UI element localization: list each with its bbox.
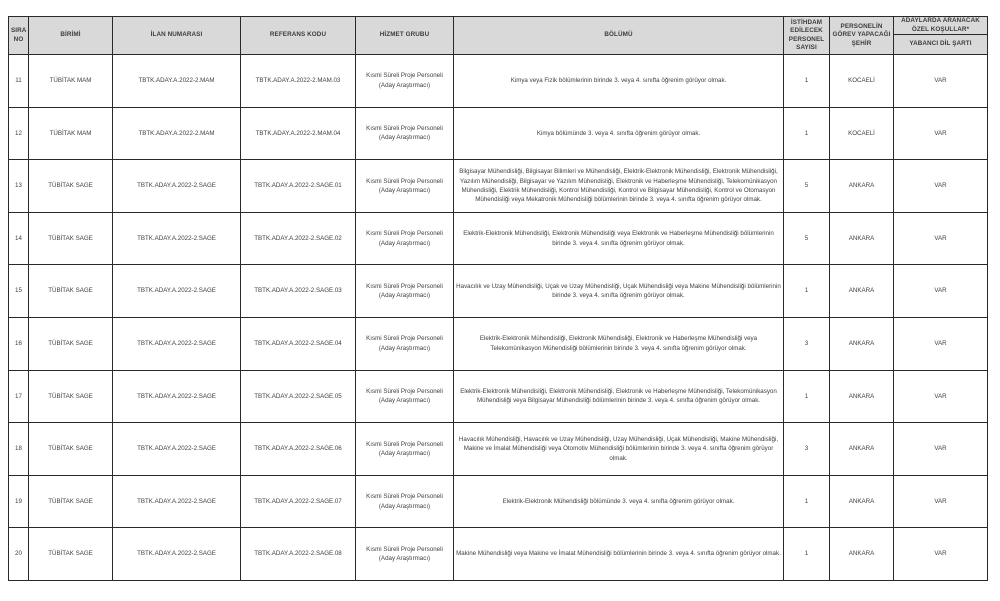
positions-table xyxy=(8,16,988,581)
cell-referans-kodu: TBTK.ADAY.A.2022-2.SAGE.05 xyxy=(241,370,356,423)
cell-birimi: TÜBİTAK SAGE xyxy=(29,370,113,423)
cell-sira-no: 18 xyxy=(9,423,29,476)
cell-referans-kodu: TBTK.ADAY.A.2022-2.SAGE.07 xyxy=(241,475,356,528)
table-row xyxy=(9,528,988,581)
cell-yabanci-dil: VAR xyxy=(894,265,988,318)
table-row xyxy=(9,423,988,476)
cell-bolumu: Elektrik-Elektronik Mühendisliği, Elektronik Mühendisliği, Elektronik ve Haberleşme Mühendisliği veya Telekomünikasyon Mühendisliği bölümlerinin birinde 3. veya 4. sınıfta öğrenim görüyor olmak. xyxy=(454,317,784,370)
header-ozel-kosullar: ADAYLARDA ARANACAK ÖZEL KOŞULLAR* xyxy=(894,17,988,35)
table-row xyxy=(9,370,988,423)
cell-hizmet-grubu: Kısmi Süreli Proje Personeli (Aday Araştırmacı) xyxy=(356,370,454,423)
cell-birimi: TÜBİTAK MAM xyxy=(29,107,113,160)
cell-sehir: ANKARA xyxy=(830,475,894,528)
cell-bolumu: Makine Mühendisliği veya Makine ve İmalat Mühendisliği bölümlerinin birinde 3. veya 4. sınıfta öğrenim görüyor olmak. xyxy=(454,528,784,581)
cell-hizmet-grubu: Kısmi Süreli Proje Personeli (Aday Araştırmacı) xyxy=(356,107,454,160)
cell-ilan-numarasi: TBTK.ADAY.A.2022-2.SAGE xyxy=(113,265,241,318)
cell-birimi: TÜBİTAK SAGE xyxy=(29,475,113,528)
cell-referans-kodu: TBTK.ADAY.A.2022-2.SAGE.08 xyxy=(241,528,356,581)
table-body xyxy=(9,55,988,581)
cell-hizmet-grubu: Kısmi Süreli Proje Personeli (Aday Araştırmacı) xyxy=(356,265,454,318)
cell-personel-sayisi: 1 xyxy=(784,528,830,581)
cell-bolumu: Elektrik-Elektronik Mühendisliği bölümünde 3. veya 4. sınıfta öğrenim görüyor olmak. xyxy=(454,475,784,528)
cell-personel-sayisi: 1 xyxy=(784,370,830,423)
cell-yabanci-dil: VAR xyxy=(894,475,988,528)
cell-birimi: TÜBİTAK SAGE xyxy=(29,528,113,581)
header-bolumu: BÖLÜMÜ xyxy=(454,17,784,55)
cell-yabanci-dil: VAR xyxy=(894,107,988,160)
cell-ilan-numarasi: TBTK.ADAY.A.2022-2.MAM xyxy=(113,55,241,108)
cell-sira-no: 15 xyxy=(9,265,29,318)
cell-referans-kodu: TBTK.ADAY.A.2022-2.SAGE.03 xyxy=(241,265,356,318)
cell-personel-sayisi: 3 xyxy=(784,423,830,476)
header-ilan-numarasi: İLAN NUMARASI xyxy=(113,17,241,55)
cell-hizmet-grubu: Kısmi Süreli Proje Personeli (Aday Araştırmacı) xyxy=(356,528,454,581)
cell-sehir: ANKARA xyxy=(830,212,894,265)
cell-sira-no: 16 xyxy=(9,317,29,370)
cell-sira-no: 14 xyxy=(9,212,29,265)
cell-sehir: ANKARA xyxy=(830,317,894,370)
cell-referans-kodu: TBTK.ADAY.A.2022-2.SAGE.02 xyxy=(241,212,356,265)
cell-sira-no: 12 xyxy=(9,107,29,160)
cell-referans-kodu: TBTK.ADAY.A.2022-2.MAM.03 xyxy=(241,55,356,108)
cell-hizmet-grubu: Kısmi Süreli Proje Personeli (Aday Araştırmacı) xyxy=(356,317,454,370)
cell-yabanci-dil: VAR xyxy=(894,370,988,423)
cell-bolumu: Havacılık ve Uzay Mühendisliği, Uçak ve Uzay Mühendisliği, Uçak Mühendisliği veya Makine Mühendisliği bölümlerinin birinde 3. veya 4. sınıfta öğrenim görüyor olmak. xyxy=(454,265,784,318)
table-row xyxy=(9,475,988,528)
cell-personel-sayisi: 1 xyxy=(784,265,830,318)
cell-birimi: TÜBİTAK SAGE xyxy=(29,212,113,265)
cell-bolumu: Elektrik-Elektronik Mühendisliği, Elektronik Mühendisliği, Elektronik ve Haberleşme Mühendisliği, Telekomünikasyon Mühendisliği veya Bilgisayar Mühendisliği bölümlerinin birinde 3. veya 4. sınıfta öğrenim görüyor olmak. xyxy=(454,370,784,423)
cell-ilan-numarasi: TBTK.ADAY.A.2022-2.MAM xyxy=(113,107,241,160)
cell-hizmet-grubu: Kısmi Süreli Proje Personeli (Aday Araştırmacı) xyxy=(356,55,454,108)
cell-ilan-numarasi: TBTK.ADAY.A.2022-2.SAGE xyxy=(113,370,241,423)
cell-referans-kodu: TBTK.ADAY.A.2022-2.SAGE.01 xyxy=(241,160,356,213)
header-sira-no: SIRA NO xyxy=(9,17,29,55)
cell-personel-sayisi: 1 xyxy=(784,55,830,108)
table-row xyxy=(9,265,988,318)
cell-birimi: TÜBİTAK SAGE xyxy=(29,317,113,370)
cell-sehir: KOCAELİ xyxy=(830,107,894,160)
cell-bolumu: Havacılık Mühendisliği, Havacılık ve Uzay Mühendisliği, Uzay Mühendisliği, Uçak Mühendisliği, Makine Mühendisliği, Makine ve İmalat Mühendisliği veya Otomotiv Mühendisliği bölümlerinin birinde 3. veya 4. sınıfta öğrenim görüyor olmak. xyxy=(454,423,784,476)
cell-yabanci-dil: VAR xyxy=(894,212,988,265)
cell-birimi: TÜBİTAK SAGE xyxy=(29,160,113,213)
cell-sira-no: 13 xyxy=(9,160,29,213)
cell-personel-sayisi: 1 xyxy=(784,475,830,528)
cell-referans-kodu: TBTK.ADAY.A.2022-2.SAGE.06 xyxy=(241,423,356,476)
cell-sira-no: 19 xyxy=(9,475,29,528)
cell-sehir: ANKARA xyxy=(830,160,894,213)
cell-hizmet-grubu: Kısmi Süreli Proje Personeli (Aday Araştırmacı) xyxy=(356,423,454,476)
cell-ilan-numarasi: TBTK.ADAY.A.2022-2.SAGE xyxy=(113,317,241,370)
header-sehir: PERSONELİN GÖREV YAPACAĞI ŞEHİR xyxy=(830,17,894,55)
cell-personel-sayisi: 5 xyxy=(784,212,830,265)
cell-referans-kodu: TBTK.ADAY.A.2022-2.MAM.04 xyxy=(241,107,356,160)
cell-personel-sayisi: 1 xyxy=(784,107,830,160)
cell-ilan-numarasi: TBTK.ADAY.A.2022-2.SAGE xyxy=(113,160,241,213)
cell-birimi: TÜBİTAK MAM xyxy=(29,55,113,108)
cell-bolumu: Kimya bölümünde 3. veya 4. sınıfta öğrenim görüyor olmak. xyxy=(454,107,784,160)
cell-sira-no: 11 xyxy=(9,55,29,108)
header-hizmet-grubu: HİZMET GRUBU xyxy=(356,17,454,55)
cell-yabanci-dil: VAR xyxy=(894,317,988,370)
cell-bolumu: Kimya veya Fizik bölümlerinin birinde 3. veya 4. sınıfta öğrenim görüyor olmak. xyxy=(454,55,784,108)
cell-referans-kodu: TBTK.ADAY.A.2022-2.SAGE.04 xyxy=(241,317,356,370)
cell-sehir: ANKARA xyxy=(830,265,894,318)
cell-ilan-numarasi: TBTK.ADAY.A.2022-2.SAGE xyxy=(113,212,241,265)
table-row xyxy=(9,317,988,370)
cell-sehir: ANKARA xyxy=(830,423,894,476)
cell-yabanci-dil: VAR xyxy=(894,423,988,476)
header-referans-kodu: REFERANS KODU xyxy=(241,17,356,55)
cell-yabanci-dil: VAR xyxy=(894,528,988,581)
cell-ilan-numarasi: TBTK.ADAY.A.2022-2.SAGE xyxy=(113,475,241,528)
table-row xyxy=(9,55,988,108)
cell-hizmet-grubu: Kısmi Süreli Proje Personeli (Aday Araştırmacı) xyxy=(356,475,454,528)
cell-hizmet-grubu: Kısmi Süreli Proje Personeli (Aday Araştırmacı) xyxy=(356,212,454,265)
cell-personel-sayisi: 5 xyxy=(784,160,830,213)
header-istihdam: İSTİHDAM EDİLECEK PERSONEL SAYISI xyxy=(784,17,830,55)
cell-hizmet-grubu: Kısmi Süreli Proje Personeli (Aday Araştırmacı) xyxy=(356,160,454,213)
cell-sira-no: 20 xyxy=(9,528,29,581)
table-header xyxy=(9,17,988,55)
cell-bolumu: Elektrik-Elektronik Mühendisliği, Elektronik Mühendisliği veya Elektronik ve Haberleşme Mühendisliği bölümlerinin birinde 3. veya 4. sınıfta öğrenim görüyor olmak. xyxy=(454,212,784,265)
cell-yabanci-dil: VAR xyxy=(894,55,988,108)
table-row xyxy=(9,212,988,265)
cell-ilan-numarasi: TBTK.ADAY.A.2022-2.SAGE xyxy=(113,423,241,476)
cell-sehir: KOCAELİ xyxy=(830,55,894,108)
cell-yabanci-dil: VAR xyxy=(894,160,988,213)
cell-birimi: TÜBİTAK SAGE xyxy=(29,423,113,476)
cell-personel-sayisi: 3 xyxy=(784,317,830,370)
cell-sehir: ANKARA xyxy=(830,370,894,423)
cell-bolumu: Bilgisayar Mühendisliği, Bilgisayar Bilimleri ve Mühendisliği, Elektrik-Elektronik Mühendisliği, Elektronik Mühendisliği, Yazılım Mühendisliği, Bilgisayar ve Yazılım Mühendisliği, Elektronik ve Haberleşme Mühendisliği, Telekomünikasyon Mühendisliği, Elektrik Mühendisliği, Kontrol Mühendisliği, Kontrol ve Bilgisayar Mühendisliği, Kontrol ve Otomasyon Mühendisliği veya Mekatronik Mühendisliği bölümlerinin birinde 3. veya 4. sınıfta öğrenim görüyor olmak. xyxy=(454,160,784,213)
table-row xyxy=(9,107,988,160)
cell-ilan-numarasi: TBTK.ADAY.A.2022-2.SAGE xyxy=(113,528,241,581)
header-yabanci-dil: YABANCI DİL ŞARTI xyxy=(894,35,988,55)
table-row xyxy=(9,160,988,213)
cell-birimi: TÜBİTAK SAGE xyxy=(29,265,113,318)
cell-sehir: ANKARA xyxy=(830,528,894,581)
cell-sira-no: 17 xyxy=(9,370,29,423)
header-birimi: BİRİMİ xyxy=(29,17,113,55)
